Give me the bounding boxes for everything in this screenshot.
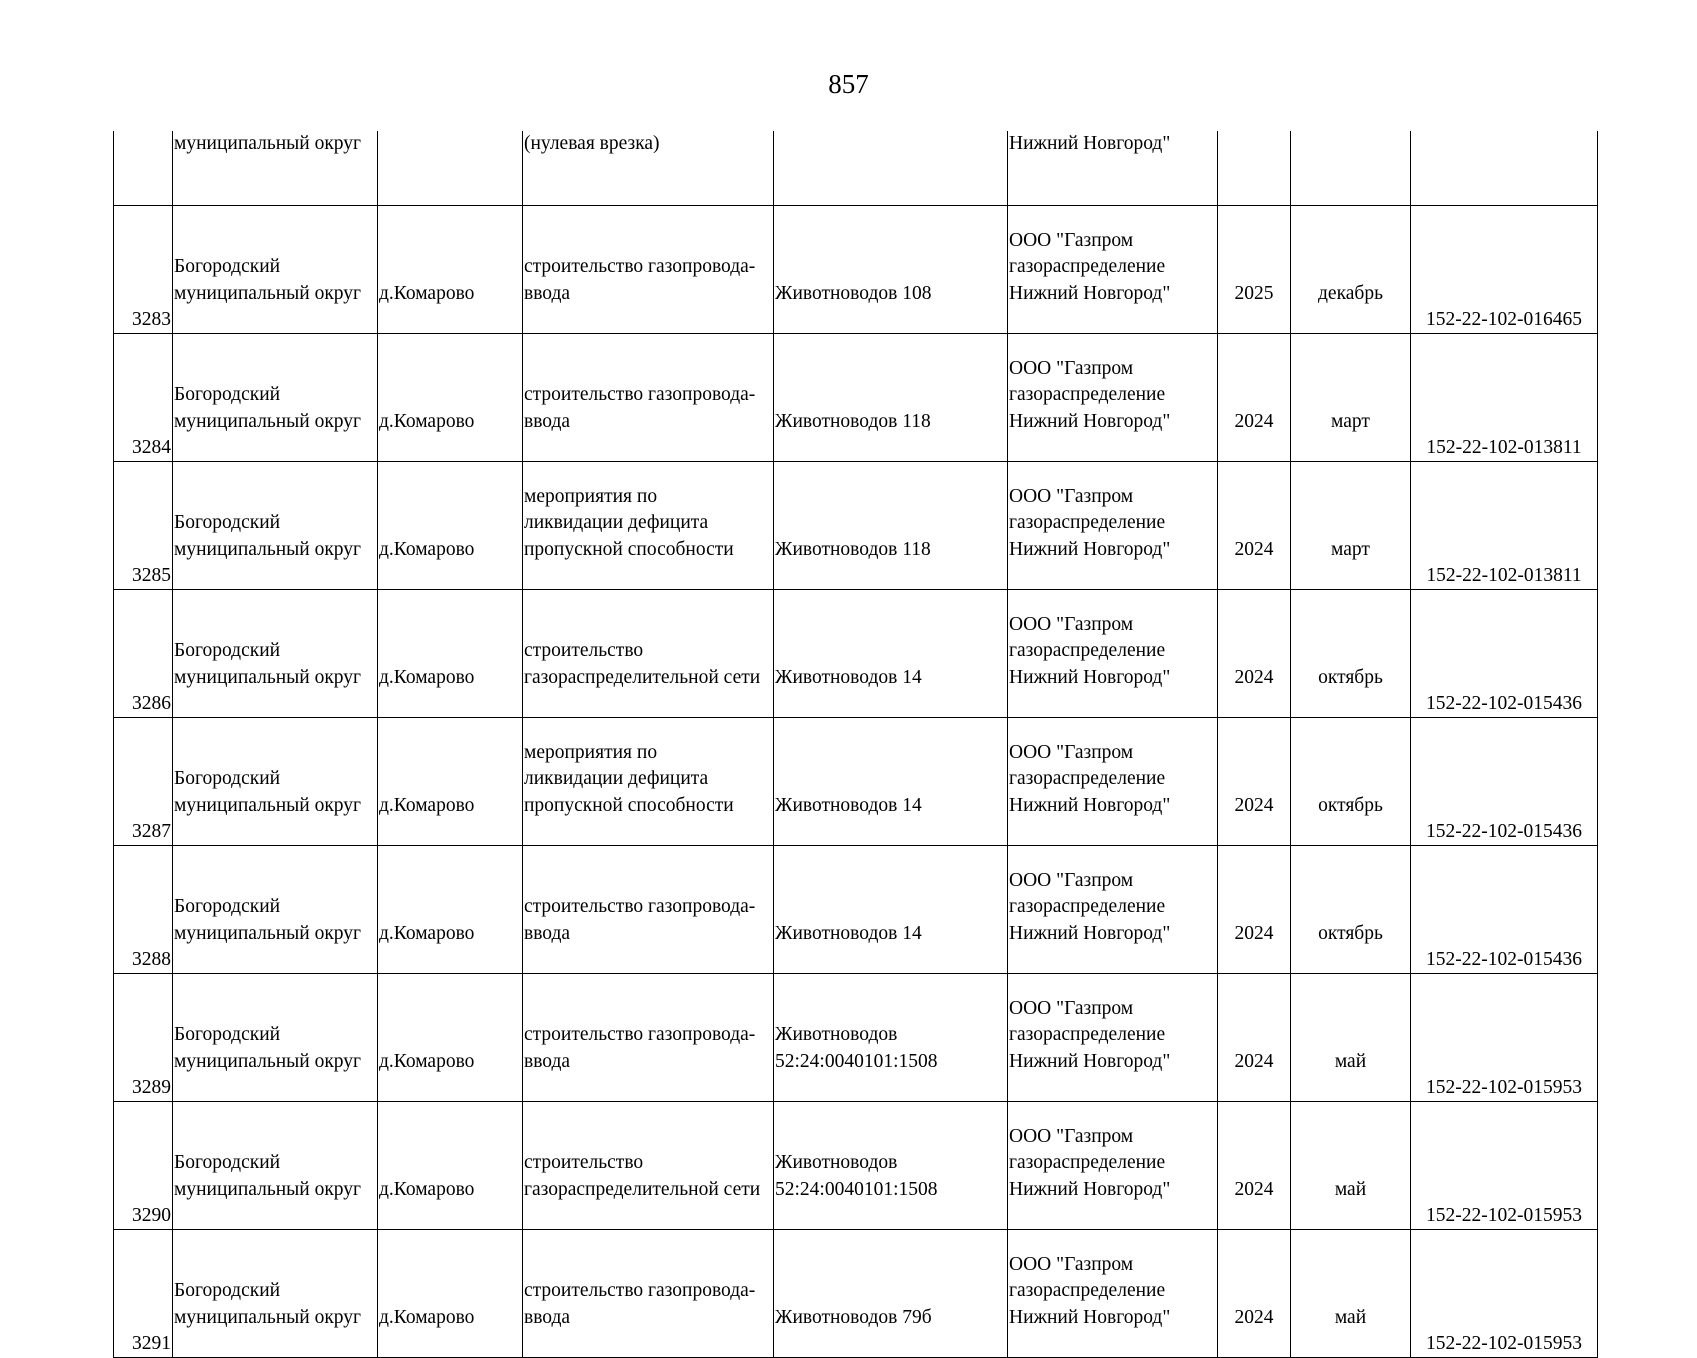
cell-num: 3287 xyxy=(114,718,173,846)
cell-organization xyxy=(1008,846,1218,974)
cell-village: д.Комарово xyxy=(378,974,523,1102)
cell-num: 3284 xyxy=(114,334,173,462)
cell-district xyxy=(173,1102,378,1230)
cell-address xyxy=(774,846,1008,974)
cell-address-line: 52:24:0040101:1508 xyxy=(775,1178,938,1200)
cell-code: 152-22-102-015953 xyxy=(1411,1230,1598,1358)
cell-village: д.Комарово xyxy=(378,718,523,846)
cell-organization-line: ООО "Газпром xyxy=(1009,1253,1134,1275)
cell-work-line: мероприятия по xyxy=(524,741,658,763)
cell-village: д.Комарово xyxy=(378,1230,523,1358)
table-row xyxy=(114,846,1598,974)
cell-organization-line: ООО "Газпром xyxy=(1009,229,1134,251)
cell-code: 152-22-102-016465 xyxy=(1411,206,1598,334)
cell-month: май xyxy=(1291,1102,1411,1230)
cell-address xyxy=(774,462,1008,590)
cell-village: д.Комарово xyxy=(378,590,523,718)
cell-work-line: ликвидации дефицита xyxy=(524,768,709,789)
cell-organization xyxy=(1008,206,1218,334)
cell-village: д.Комарово xyxy=(378,206,523,334)
table-row xyxy=(114,974,1598,1102)
cell-district-line: Богородский xyxy=(174,768,281,789)
cell-address-line: Животноводов 14 xyxy=(775,922,922,944)
cell-address-line: Животноводов 108 xyxy=(775,282,932,304)
cell-district-line: Богородский xyxy=(174,256,281,277)
cell-organization-line: Нижний Новгород" xyxy=(1009,666,1171,688)
cell-work-line: строительство газопровода- xyxy=(524,384,756,405)
cell-organization-line: газораспределение xyxy=(1009,256,1166,277)
cell-organization-line: ООО "Газпром xyxy=(1009,485,1134,507)
cell-address-line: Животноводов xyxy=(775,1024,898,1045)
cell-address xyxy=(774,974,1008,1102)
cell-year: 2025 xyxy=(1218,206,1291,334)
cell-organization-line: Нижний Новгород" xyxy=(1009,1050,1171,1072)
cell-district-line: Богородский xyxy=(174,896,281,917)
cell-work xyxy=(523,206,774,334)
cell-work xyxy=(523,846,774,974)
cell-district-line: муниципальный округ xyxy=(174,666,362,688)
cell-month: октябрь xyxy=(1291,718,1411,846)
cell-month: март xyxy=(1291,334,1411,462)
table-row xyxy=(114,206,1598,334)
cell-work-line: строительство газопровода- xyxy=(524,896,756,917)
cell-organization-line: газораспределение xyxy=(1009,896,1166,917)
cell-work-line: газораспределительной сети xyxy=(524,1178,761,1200)
cell-year: 2024 xyxy=(1218,1230,1291,1358)
cell-address xyxy=(774,131,1008,206)
cell-code: 152-22-102-015436 xyxy=(1411,718,1598,846)
cell-month: октябрь xyxy=(1291,590,1411,718)
table-row xyxy=(114,1230,1598,1358)
cell-organization-line: газораспределение xyxy=(1009,768,1166,789)
cell-district-line: Богородский xyxy=(174,1152,281,1173)
cell-year: 2024 xyxy=(1218,974,1291,1102)
cell-address-line: Животноводов 118 xyxy=(775,538,931,560)
cell-address-line: Животноводов 118 xyxy=(775,410,931,432)
cell-num: 3291 xyxy=(114,1230,173,1358)
cell-organization-line: ООО "Газпром xyxy=(1009,997,1134,1019)
cell-work-line: строительство газопровода- xyxy=(524,256,756,277)
cell-work-line: ликвидации дефицита xyxy=(524,512,709,533)
cell-organization-line: Нижний Новгород" xyxy=(1009,282,1171,304)
cell-organization-line: ООО "Газпром xyxy=(1009,613,1134,635)
registry-table xyxy=(113,131,1598,1358)
cell-work-line: строительство газопровода- xyxy=(524,1024,756,1045)
cell-work xyxy=(523,718,774,846)
cell-work-line: мероприятия по xyxy=(524,485,658,507)
cell-organization xyxy=(1008,462,1218,590)
cell-year: 2024 xyxy=(1218,1102,1291,1230)
cell-address xyxy=(774,718,1008,846)
cell-village: д.Комарово xyxy=(378,462,523,590)
cell-village: д.Комарово xyxy=(378,334,523,462)
cell-num: 3290 xyxy=(114,1102,173,1230)
cell-work-line: строительство xyxy=(524,640,644,661)
cell-organization-line: газораспределение xyxy=(1009,1024,1166,1045)
cell-month: октябрь xyxy=(1291,846,1411,974)
cell-district xyxy=(173,718,378,846)
cell-district-line: муниципальный округ xyxy=(174,1306,362,1328)
cell-district xyxy=(173,206,378,334)
cell-num: 3286 xyxy=(114,590,173,718)
cell-address xyxy=(774,334,1008,462)
cell-organization-line: Нижний Новгород" xyxy=(1009,794,1171,816)
cell-num: 3288 xyxy=(114,846,173,974)
cell-year: 2024 xyxy=(1218,846,1291,974)
cell-district xyxy=(173,846,378,974)
table-row xyxy=(114,718,1598,846)
cell-district xyxy=(173,974,378,1102)
cell-work-line: строительство газопровода- xyxy=(524,1280,756,1301)
cell-work-line: ввода xyxy=(524,410,571,432)
cell-work xyxy=(523,590,774,718)
cell-organization-line: ООО "Газпром xyxy=(1009,357,1134,379)
cell-work-line: пропускной способности xyxy=(524,794,734,816)
cell-num: 3289 xyxy=(114,974,173,1102)
cell-month: март xyxy=(1291,462,1411,590)
cell-district-line: муниципальный округ xyxy=(174,410,362,432)
cell-work: (нулевая врезка) xyxy=(523,131,774,206)
cell-organization-line: газораспределение xyxy=(1009,512,1166,533)
cell-organization-line: Нижний Новгород" xyxy=(1009,922,1171,944)
cell-work-line: пропускной способности xyxy=(524,538,734,560)
table-row-continuation xyxy=(114,131,1598,206)
cell-organization-line: Нижний Новгород" xyxy=(1009,1178,1171,1200)
cell-district xyxy=(173,1230,378,1358)
cell-year: 2024 xyxy=(1218,590,1291,718)
cell-district xyxy=(173,590,378,718)
cell-organization xyxy=(1008,974,1218,1102)
cell-district-line: Богородский xyxy=(174,640,281,661)
cell-organization xyxy=(1008,590,1218,718)
cell-organization xyxy=(1008,334,1218,462)
cell-code: 152-22-102-015436 xyxy=(1411,846,1598,974)
cell-code: 152-22-102-015953 xyxy=(1411,974,1598,1102)
table-row xyxy=(114,590,1598,718)
cell-address xyxy=(774,1230,1008,1358)
cell-work xyxy=(523,462,774,590)
cell-organization-line: газораспределение xyxy=(1009,1280,1166,1301)
cell-work-line: ввода xyxy=(524,922,571,944)
cell-organization-line: Нижний Новгород" xyxy=(1009,410,1171,432)
cell-work xyxy=(523,974,774,1102)
cell-month: декабрь xyxy=(1291,206,1411,334)
cell-district-line: муниципальный округ xyxy=(174,922,362,944)
table-row xyxy=(114,462,1598,590)
cell-work-line: строительство xyxy=(524,1152,644,1173)
cell-village: д.Комарово xyxy=(378,1102,523,1230)
cell-district: муниципальный округ xyxy=(173,131,378,206)
cell-work xyxy=(523,1102,774,1230)
cell-organization xyxy=(1008,1230,1218,1358)
cell-work xyxy=(523,1230,774,1358)
cell-organization xyxy=(1008,718,1218,846)
cell-district-line: муниципальный округ xyxy=(174,1050,362,1072)
table-row xyxy=(114,334,1598,462)
page-number: 857 xyxy=(828,69,869,99)
table-row xyxy=(114,1102,1598,1230)
cell-year: 2024 xyxy=(1218,334,1291,462)
cell-work-line: газораспределительной сети xyxy=(524,666,761,688)
cell-work-line: ввода xyxy=(524,282,571,304)
cell-district-line: муниципальный округ xyxy=(174,538,362,560)
cell-year: 2024 xyxy=(1218,718,1291,846)
cell-work-line: ввода xyxy=(524,1050,571,1072)
cell-organization-line: ООО "Газпром xyxy=(1009,741,1134,763)
cell-village xyxy=(378,131,523,206)
cell-district-line: муниципальный округ xyxy=(174,282,362,304)
cell-district-line: Богородский xyxy=(174,384,281,405)
cell-code: 152-22-102-013811 xyxy=(1411,334,1598,462)
cell-district xyxy=(173,334,378,462)
cell-address xyxy=(774,1102,1008,1230)
cell-address-line: Животноводов 79б xyxy=(775,1306,932,1328)
cell-district-line: Богородский xyxy=(174,1024,281,1045)
table-body xyxy=(114,131,1598,1358)
cell-num xyxy=(114,131,173,206)
cell-district-line: Богородский xyxy=(174,1280,281,1301)
cell-address-line: Животноводов xyxy=(775,1152,898,1173)
cell-village: д.Комарово xyxy=(378,846,523,974)
cell-work-line: ввода xyxy=(524,1306,571,1328)
cell-num: 3285 xyxy=(114,462,173,590)
cell-month: май xyxy=(1291,1230,1411,1358)
cell-year: 2024 xyxy=(1218,462,1291,590)
cell-address xyxy=(774,206,1008,334)
cell-code xyxy=(1411,131,1598,206)
cell-num: 3283 xyxy=(114,206,173,334)
cell-month xyxy=(1291,131,1411,206)
cell-code: 152-22-102-015436 xyxy=(1411,590,1598,718)
cell-code: 152-22-102-013811 xyxy=(1411,462,1598,590)
cell-organization-line: ООО "Газпром xyxy=(1009,869,1134,891)
cell-month: май xyxy=(1291,974,1411,1102)
cell-address-line: Животноводов 14 xyxy=(775,794,922,816)
cell-organization-line: газораспределение xyxy=(1009,384,1166,405)
cell-address-line: Животноводов 14 xyxy=(775,666,922,688)
cell-district-line: муниципальный округ xyxy=(174,1178,362,1200)
cell-organization xyxy=(1008,1102,1218,1230)
cell-organization: Нижний Новгород" xyxy=(1008,131,1218,206)
cell-organization-line: Нижний Новгород" xyxy=(1009,1306,1171,1328)
cell-organization-line: ООО "Газпром xyxy=(1009,1125,1134,1147)
cell-district-line: муниципальный округ xyxy=(174,794,362,816)
cell-district xyxy=(173,462,378,590)
cell-organization-line: газораспределение xyxy=(1009,1152,1166,1173)
cell-district-line: Богородский xyxy=(174,512,281,533)
cell-organization-line: газораспределение xyxy=(1009,640,1166,661)
cell-address-line: 52:24:0040101:1508 xyxy=(775,1050,938,1072)
cell-address xyxy=(774,590,1008,718)
cell-code: 152-22-102-015953 xyxy=(1411,1102,1598,1230)
cell-year xyxy=(1218,131,1291,206)
cell-work xyxy=(523,334,774,462)
cell-organization-line: Нижний Новгород" xyxy=(1009,538,1171,560)
